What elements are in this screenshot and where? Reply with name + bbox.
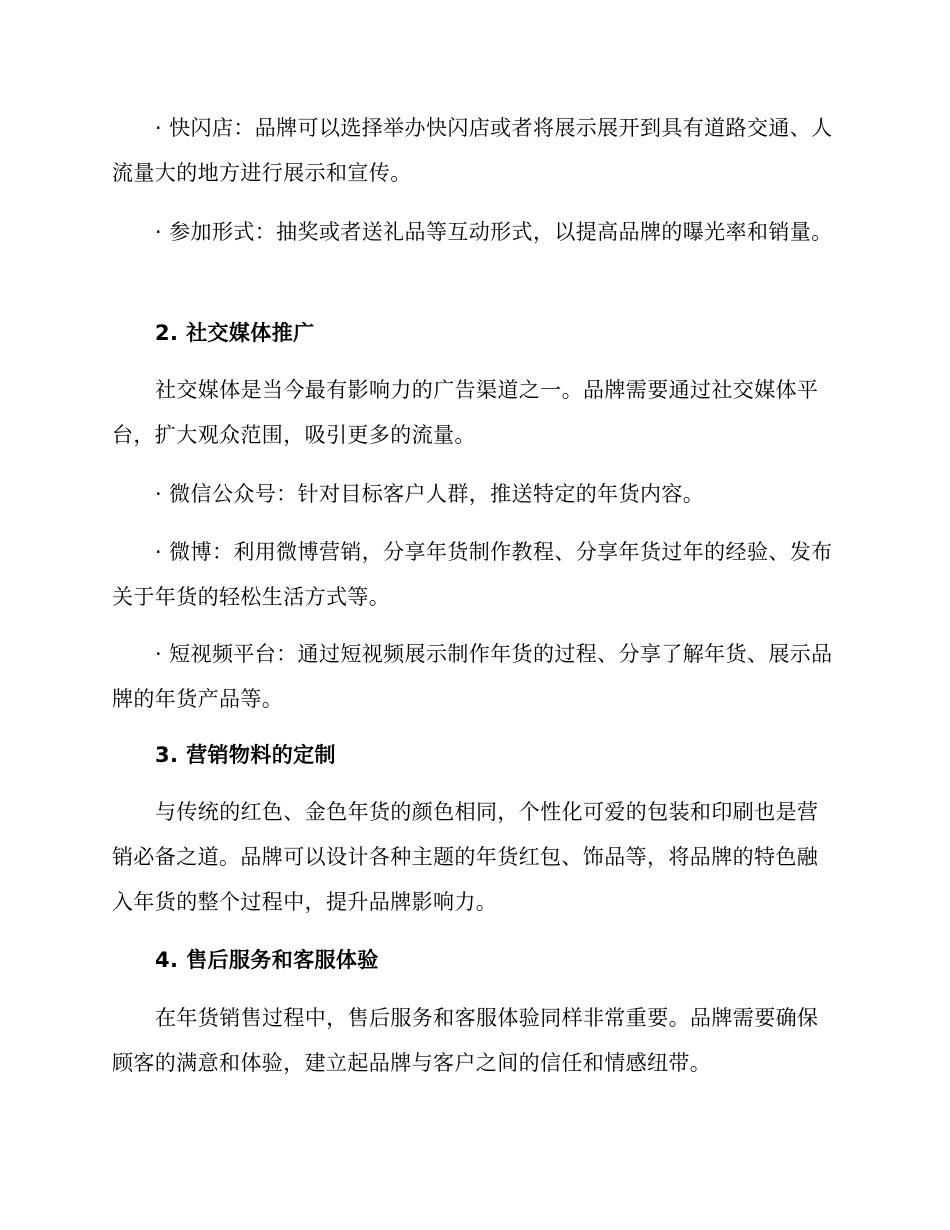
paragraph-social-media-intro: 社交媒体是当今最有影响力的广告渠道之一。品牌需要通过社交媒体平台，扩大观众范围，吸引更多的流量。	[112, 378, 819, 447]
section-heading-social-media: 2. 社交媒体推广	[155, 321, 315, 345]
bullet-short-video-platform: · 短视频平台：通过短视频展示制作年货的过程、分享了解年货、展示品牌的年货产品等。	[112, 642, 833, 711]
paragraph-after-sales: 在年货销售过程中，售后服务和客服体验同样非常重要。品牌需要确保顾客的满意和体验，建立起品牌与客户之间的信任和情感纽带。	[112, 1006, 819, 1075]
bullet-wechat-official-account: · 微信公众号：针对目标客户人群，推送特定的年货内容。	[155, 482, 705, 506]
bullet-participation-format: · 参加形式：抽奖或者送礼品等互动形式，以提高品牌的曝光率和销量。	[155, 220, 833, 244]
paragraph-marketing-materials: 与传统的红色、金色年货的颜色相同，个性化可爱的包装和印刷也是营销必备之道。品牌可以设计各种主题的年货红包、饰品等，将品牌的特色融入年货的整个过程中，提升品牌影响力。	[112, 800, 819, 914]
section-heading-after-sales: 4. 售后服务和客服体验	[155, 948, 379, 972]
bullet-popup-store: · 快闪店：品牌可以选择举办快闪店或者将展示展开到具有道路交通、人流量大的地方进行展示和宣传。	[112, 116, 833, 185]
section-heading-marketing-materials: 3. 营销物料的定制	[155, 743, 336, 767]
bullet-weibo: · 微博：利用微博营销，分享年货制作教程、分享年货过年的经验、发布关于年货的轻松生活方式等。	[112, 540, 833, 609]
